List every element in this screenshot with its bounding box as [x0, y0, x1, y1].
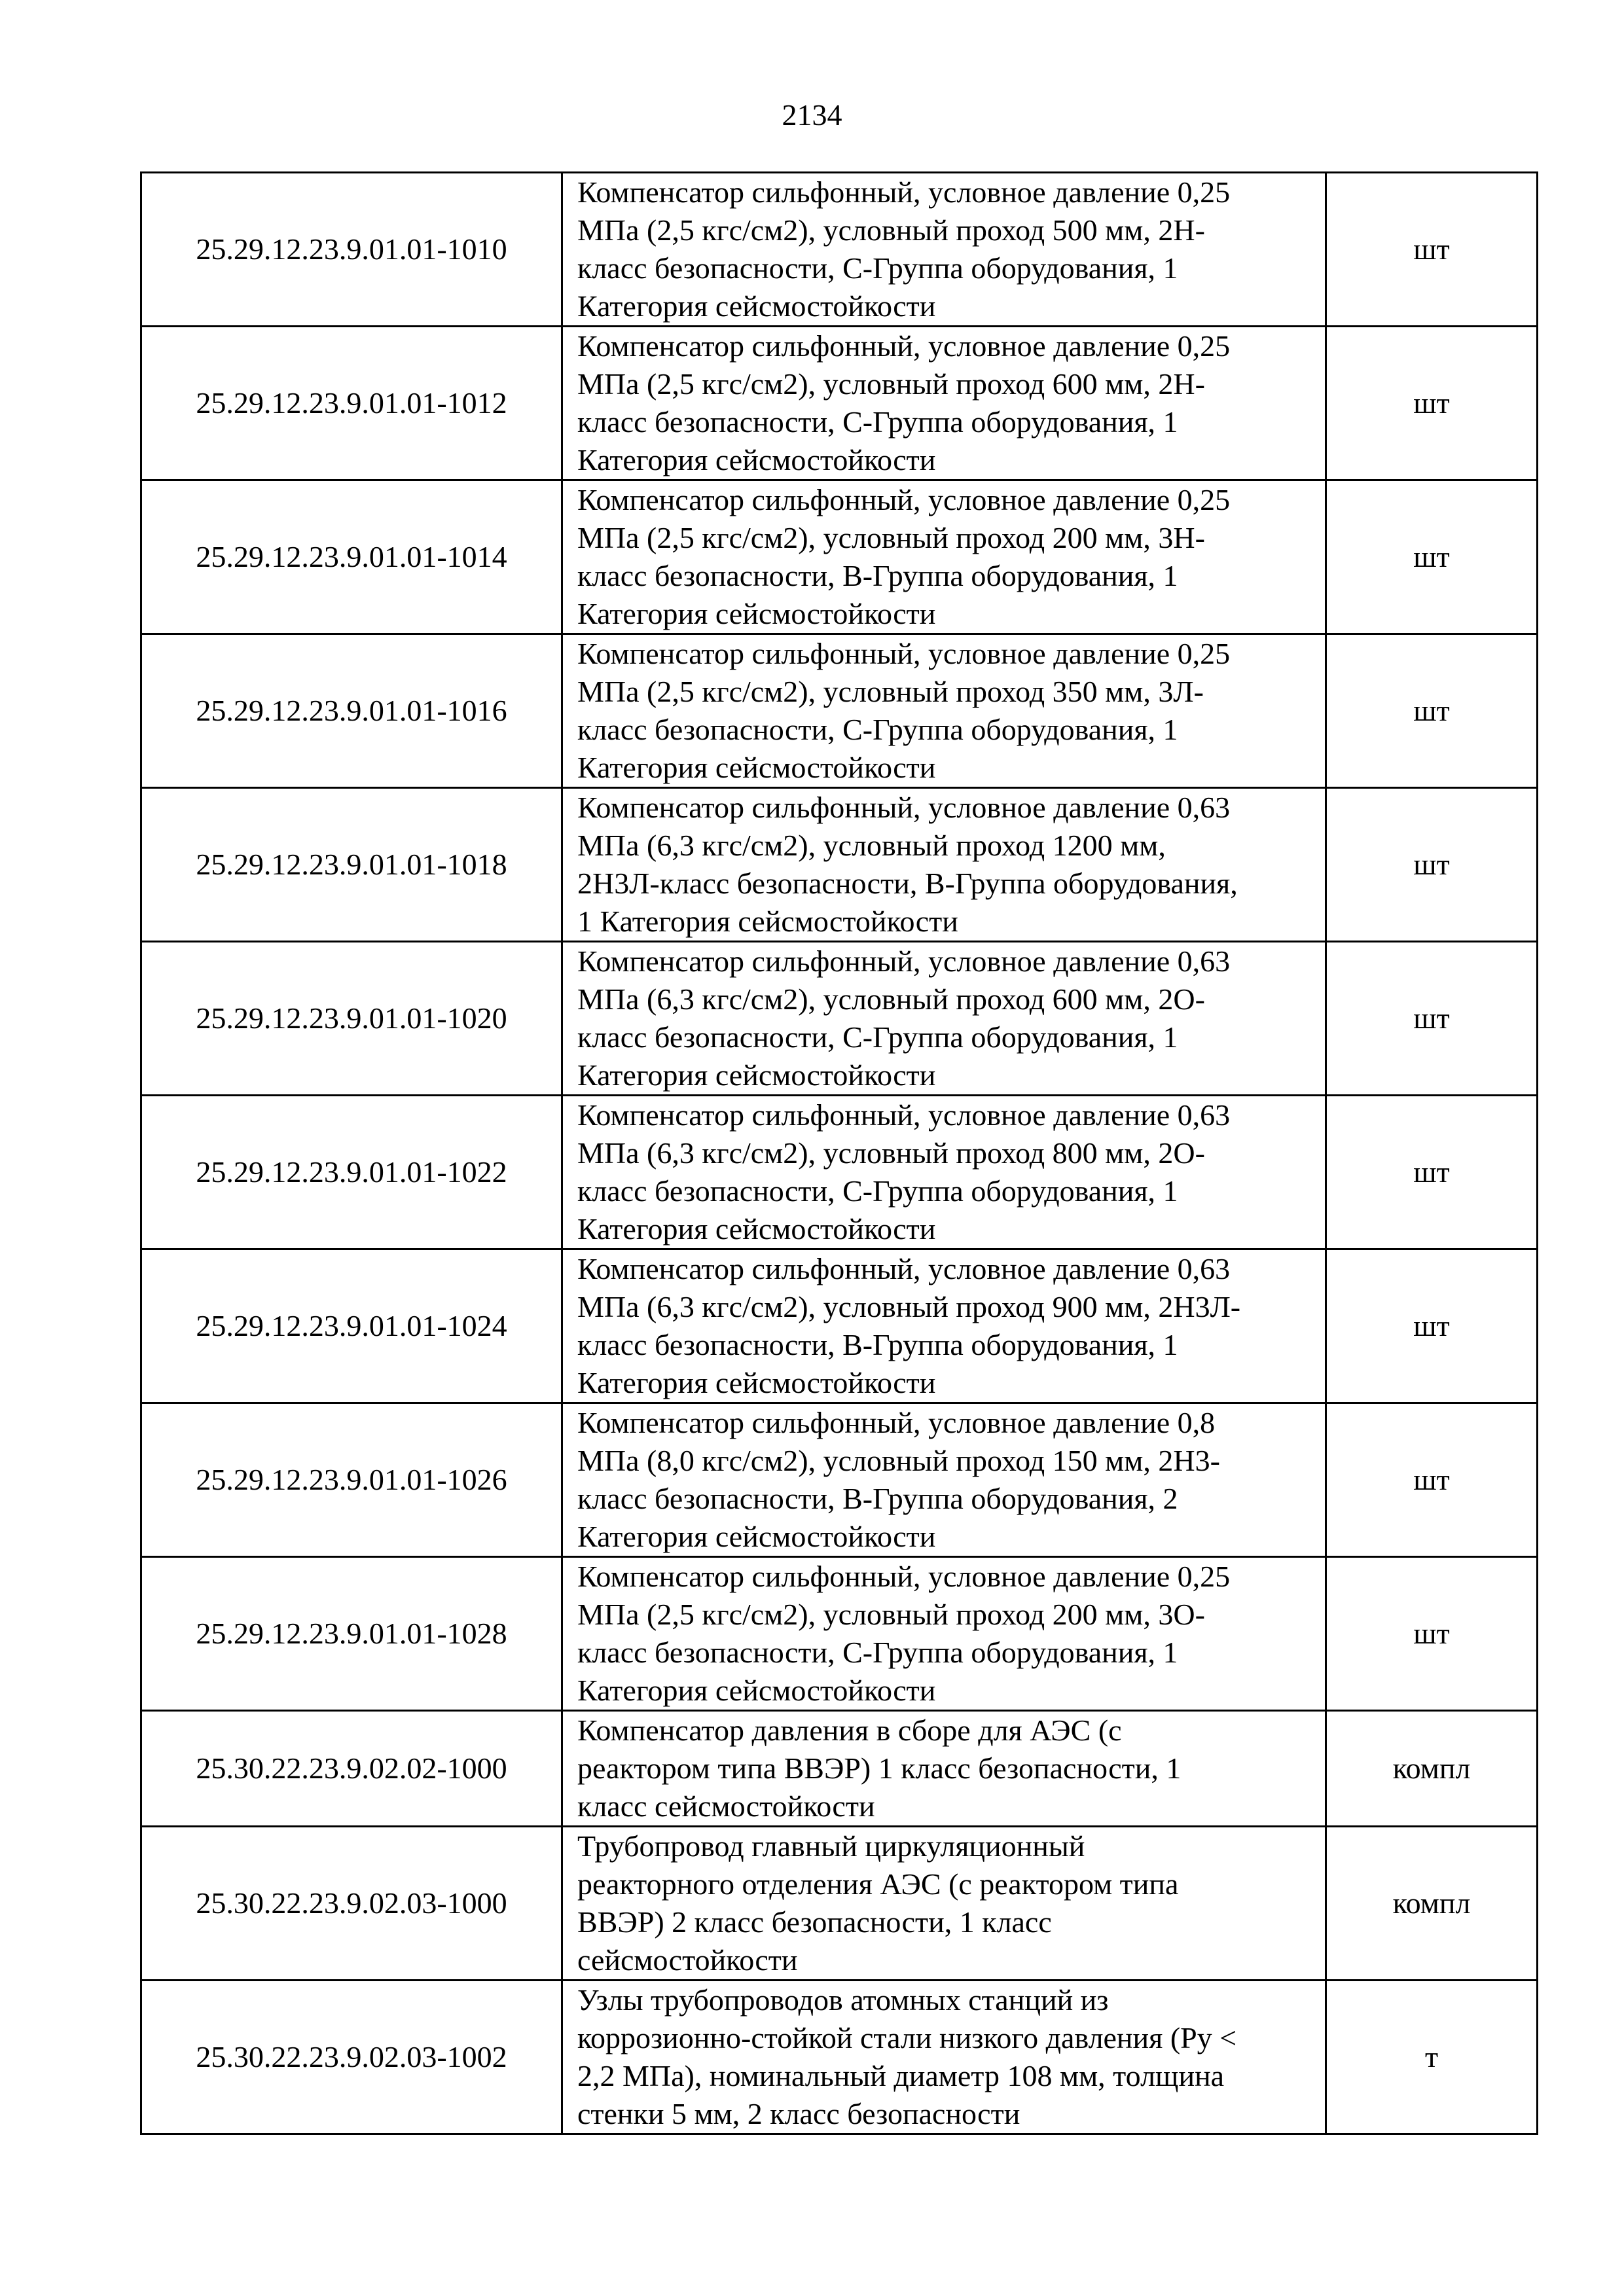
item-code: 25.29.12.23.9.01.01-1026 — [141, 1403, 562, 1557]
description-line: класс безопасности, С-Группа оборудования, 1 — [577, 1020, 1178, 1054]
description-line: МПа (2,5 кгс/см2), условный проход 350 мм, 3Л- — [577, 675, 1204, 708]
table-row — [141, 788, 1538, 942]
item-description — [562, 327, 1326, 480]
page-number: 2134 — [782, 98, 842, 132]
table-row — [141, 1981, 1538, 2134]
description-line: МПа (6,3 кгс/см2), условный проход 900 мм, 2Н3Л- — [577, 1290, 1241, 1323]
item-unit: шт — [1326, 942, 1538, 1096]
description-line: Компенсатор сильфонный, условное давление 0,63 — [577, 791, 1231, 824]
description-line: Компенсатор сильфонный, условное давление 0,25 — [577, 637, 1231, 670]
description-line: Категория сейсмостойкости — [577, 751, 936, 784]
item-code: 25.29.12.23.9.01.01-1024 — [141, 1249, 562, 1403]
item-description — [562, 173, 1326, 327]
table-row — [141, 1096, 1538, 1249]
description-line: класс безопасности, С-Группа оборудования, 1 — [577, 1636, 1178, 1669]
item-code: 25.29.12.23.9.01.01-1010 — [141, 173, 562, 327]
item-description — [562, 634, 1326, 788]
description-line: МПа (6,3 кгс/см2), условный проход 1200 мм, — [577, 829, 1166, 862]
table-row — [141, 480, 1538, 634]
description-line: Компенсатор сильфонный, условное давление 0,8 — [577, 1406, 1216, 1439]
description-line: 2Н3Л-класс безопасности, В-Группа оборудования, — [577, 867, 1238, 900]
item-code: 25.29.12.23.9.01.01-1018 — [141, 788, 562, 942]
item-description — [562, 1827, 1326, 1981]
item-unit: компл — [1326, 1827, 1538, 1981]
description-line: Компенсатор давления в сборе для АЭС (с — [577, 1713, 1122, 1747]
item-code: 25.29.12.23.9.01.01-1012 — [141, 327, 562, 480]
description-line: МПа (6,3 кгс/см2), условный проход 600 мм, 2О- — [577, 982, 1205, 1016]
item-code: 25.30.22.23.9.02.03-1000 — [141, 1827, 562, 1981]
item-description — [562, 1096, 1326, 1249]
description-line: Компенсатор сильфонный, условное давление 0,25 — [577, 1560, 1231, 1593]
item-code: 25.29.12.23.9.01.01-1020 — [141, 942, 562, 1096]
description-line: стенки 5 мм, 2 класс безопасности — [577, 2097, 1020, 2130]
description-line: Компенсатор сильфонный, условное давление 0,63 — [577, 1252, 1231, 1285]
item-description — [562, 1249, 1326, 1403]
item-unit: шт — [1326, 1557, 1538, 1711]
table-row — [141, 1249, 1538, 1403]
description-line: класс безопасности, В-Группа оборудования, 1 — [577, 559, 1178, 592]
description-line: Категория сейсмостойкости — [577, 1366, 936, 1399]
item-description — [562, 788, 1326, 942]
item-unit: шт — [1326, 480, 1538, 634]
item-description — [562, 1403, 1326, 1557]
table-row — [141, 1827, 1538, 1981]
description-line: Категория сейсмостойкости — [577, 289, 936, 323]
description-line: МПа (2,5 кгс/см2), условный проход 500 мм, 2Н- — [577, 213, 1205, 247]
table-row — [141, 1711, 1538, 1827]
description-line: реакторного отделения АЭС (с реактором типа — [577, 1867, 1179, 1901]
description-line: класс безопасности, В-Группа оборудования, 1 — [577, 1328, 1178, 1361]
description-line: МПа (6,3 кгс/см2), условный проход 800 мм, 2О- — [577, 1136, 1205, 1170]
description-line: МПа (2,5 кгс/см2), условный проход 200 мм, 3Н- — [577, 521, 1205, 554]
table-row — [141, 942, 1538, 1096]
table-body — [141, 173, 1538, 2134]
description-line: 1 Категория сейсмостойкости — [577, 905, 958, 938]
description-line: реактором типа ВВЭР) 1 класс безопасности, 1 — [577, 1751, 1182, 1785]
item-code: 25.30.22.23.9.02.03-1002 — [141, 1981, 562, 2134]
table-row — [141, 1557, 1538, 1711]
description-line: 2,2 МПа), номинальный диаметр 108 мм, толщина — [577, 2059, 1225, 2092]
item-code: 25.30.22.23.9.02.02-1000 — [141, 1711, 562, 1827]
description-line: МПа (8,0 кгс/см2), условный проход 150 мм, 2Н3- — [577, 1444, 1220, 1477]
description-line: класс безопасности, С-Группа оборудования, 1 — [577, 713, 1178, 746]
description-line: коррозионно-стойкой стали низкого давления (Ру < — [577, 2021, 1237, 2054]
description-line: класс безопасности, С-Группа оборудования, 1 — [577, 251, 1178, 285]
description-line: Компенсатор сильфонный, условное давление 0,25 — [577, 175, 1231, 209]
description-line: сейсмостойкости — [577, 1943, 798, 1977]
description-line: Категория сейсмостойкости — [577, 597, 936, 630]
description-line: класс сейсмостойкости — [577, 1789, 875, 1823]
description-line: МПа (2,5 кгс/см2), условный проход 200 мм, 3О- — [577, 1598, 1205, 1631]
description-line: Категория сейсмостойкости — [577, 1520, 936, 1553]
item-unit: компл — [1326, 1711, 1538, 1827]
description-line: ВВЭР) 2 класс безопасности, 1 класс — [577, 1905, 1052, 1939]
data-table — [140, 171, 1538, 2135]
item-description — [562, 1981, 1326, 2134]
item-unit: шт — [1326, 1249, 1538, 1403]
item-code: 25.29.12.23.9.01.01-1014 — [141, 480, 562, 634]
item-unit: шт — [1326, 634, 1538, 788]
table-row — [141, 173, 1538, 327]
description-line: Категория сейсмостойкости — [577, 1212, 936, 1246]
table-row — [141, 1403, 1538, 1557]
item-description — [562, 480, 1326, 634]
item-description — [562, 1711, 1326, 1827]
description-line: Категория сейсмостойкости — [577, 1058, 936, 1092]
description-line: Категория сейсмостойкости — [577, 443, 936, 476]
description-line: класс безопасности, С-Группа оборудования, 1 — [577, 1174, 1178, 1208]
description-line: Компенсатор сильфонный, условное давление 0,63 — [577, 1098, 1231, 1132]
description-line: Компенсатор сильфонный, условное давление 0,25 — [577, 483, 1231, 516]
item-code: 25.29.12.23.9.01.01-1028 — [141, 1557, 562, 1711]
description-line: Компенсатор сильфонный, условное давление 0,63 — [577, 944, 1231, 978]
table-row — [141, 634, 1538, 788]
item-unit: шт — [1326, 327, 1538, 480]
item-code: 25.29.12.23.9.01.01-1016 — [141, 634, 562, 788]
item-code: 25.29.12.23.9.01.01-1022 — [141, 1096, 562, 1249]
item-description — [562, 1557, 1326, 1711]
item-unit: т — [1326, 1981, 1538, 2134]
description-line: МПа (2,5 кгс/см2), условный проход 600 мм, 2Н- — [577, 367, 1205, 401]
description-line: класс безопасности, С-Группа оборудования, 1 — [577, 405, 1178, 439]
description-line: Компенсатор сильфонный, условное давление 0,25 — [577, 329, 1231, 363]
description-line: класс безопасности, В-Группа оборудования, 2 — [577, 1482, 1178, 1515]
item-unit: шт — [1326, 788, 1538, 942]
description-line: Узлы трубопроводов атомных станций из — [577, 1983, 1109, 2017]
item-unit: шт — [1326, 1403, 1538, 1557]
description-line: Категория сейсмостойкости — [577, 1674, 936, 1707]
item-description — [562, 942, 1326, 1096]
item-unit: шт — [1326, 1096, 1538, 1249]
description-line: Трубопровод главный циркуляционный — [577, 1829, 1085, 1863]
table-row — [141, 327, 1538, 480]
item-unit: шт — [1326, 173, 1538, 327]
